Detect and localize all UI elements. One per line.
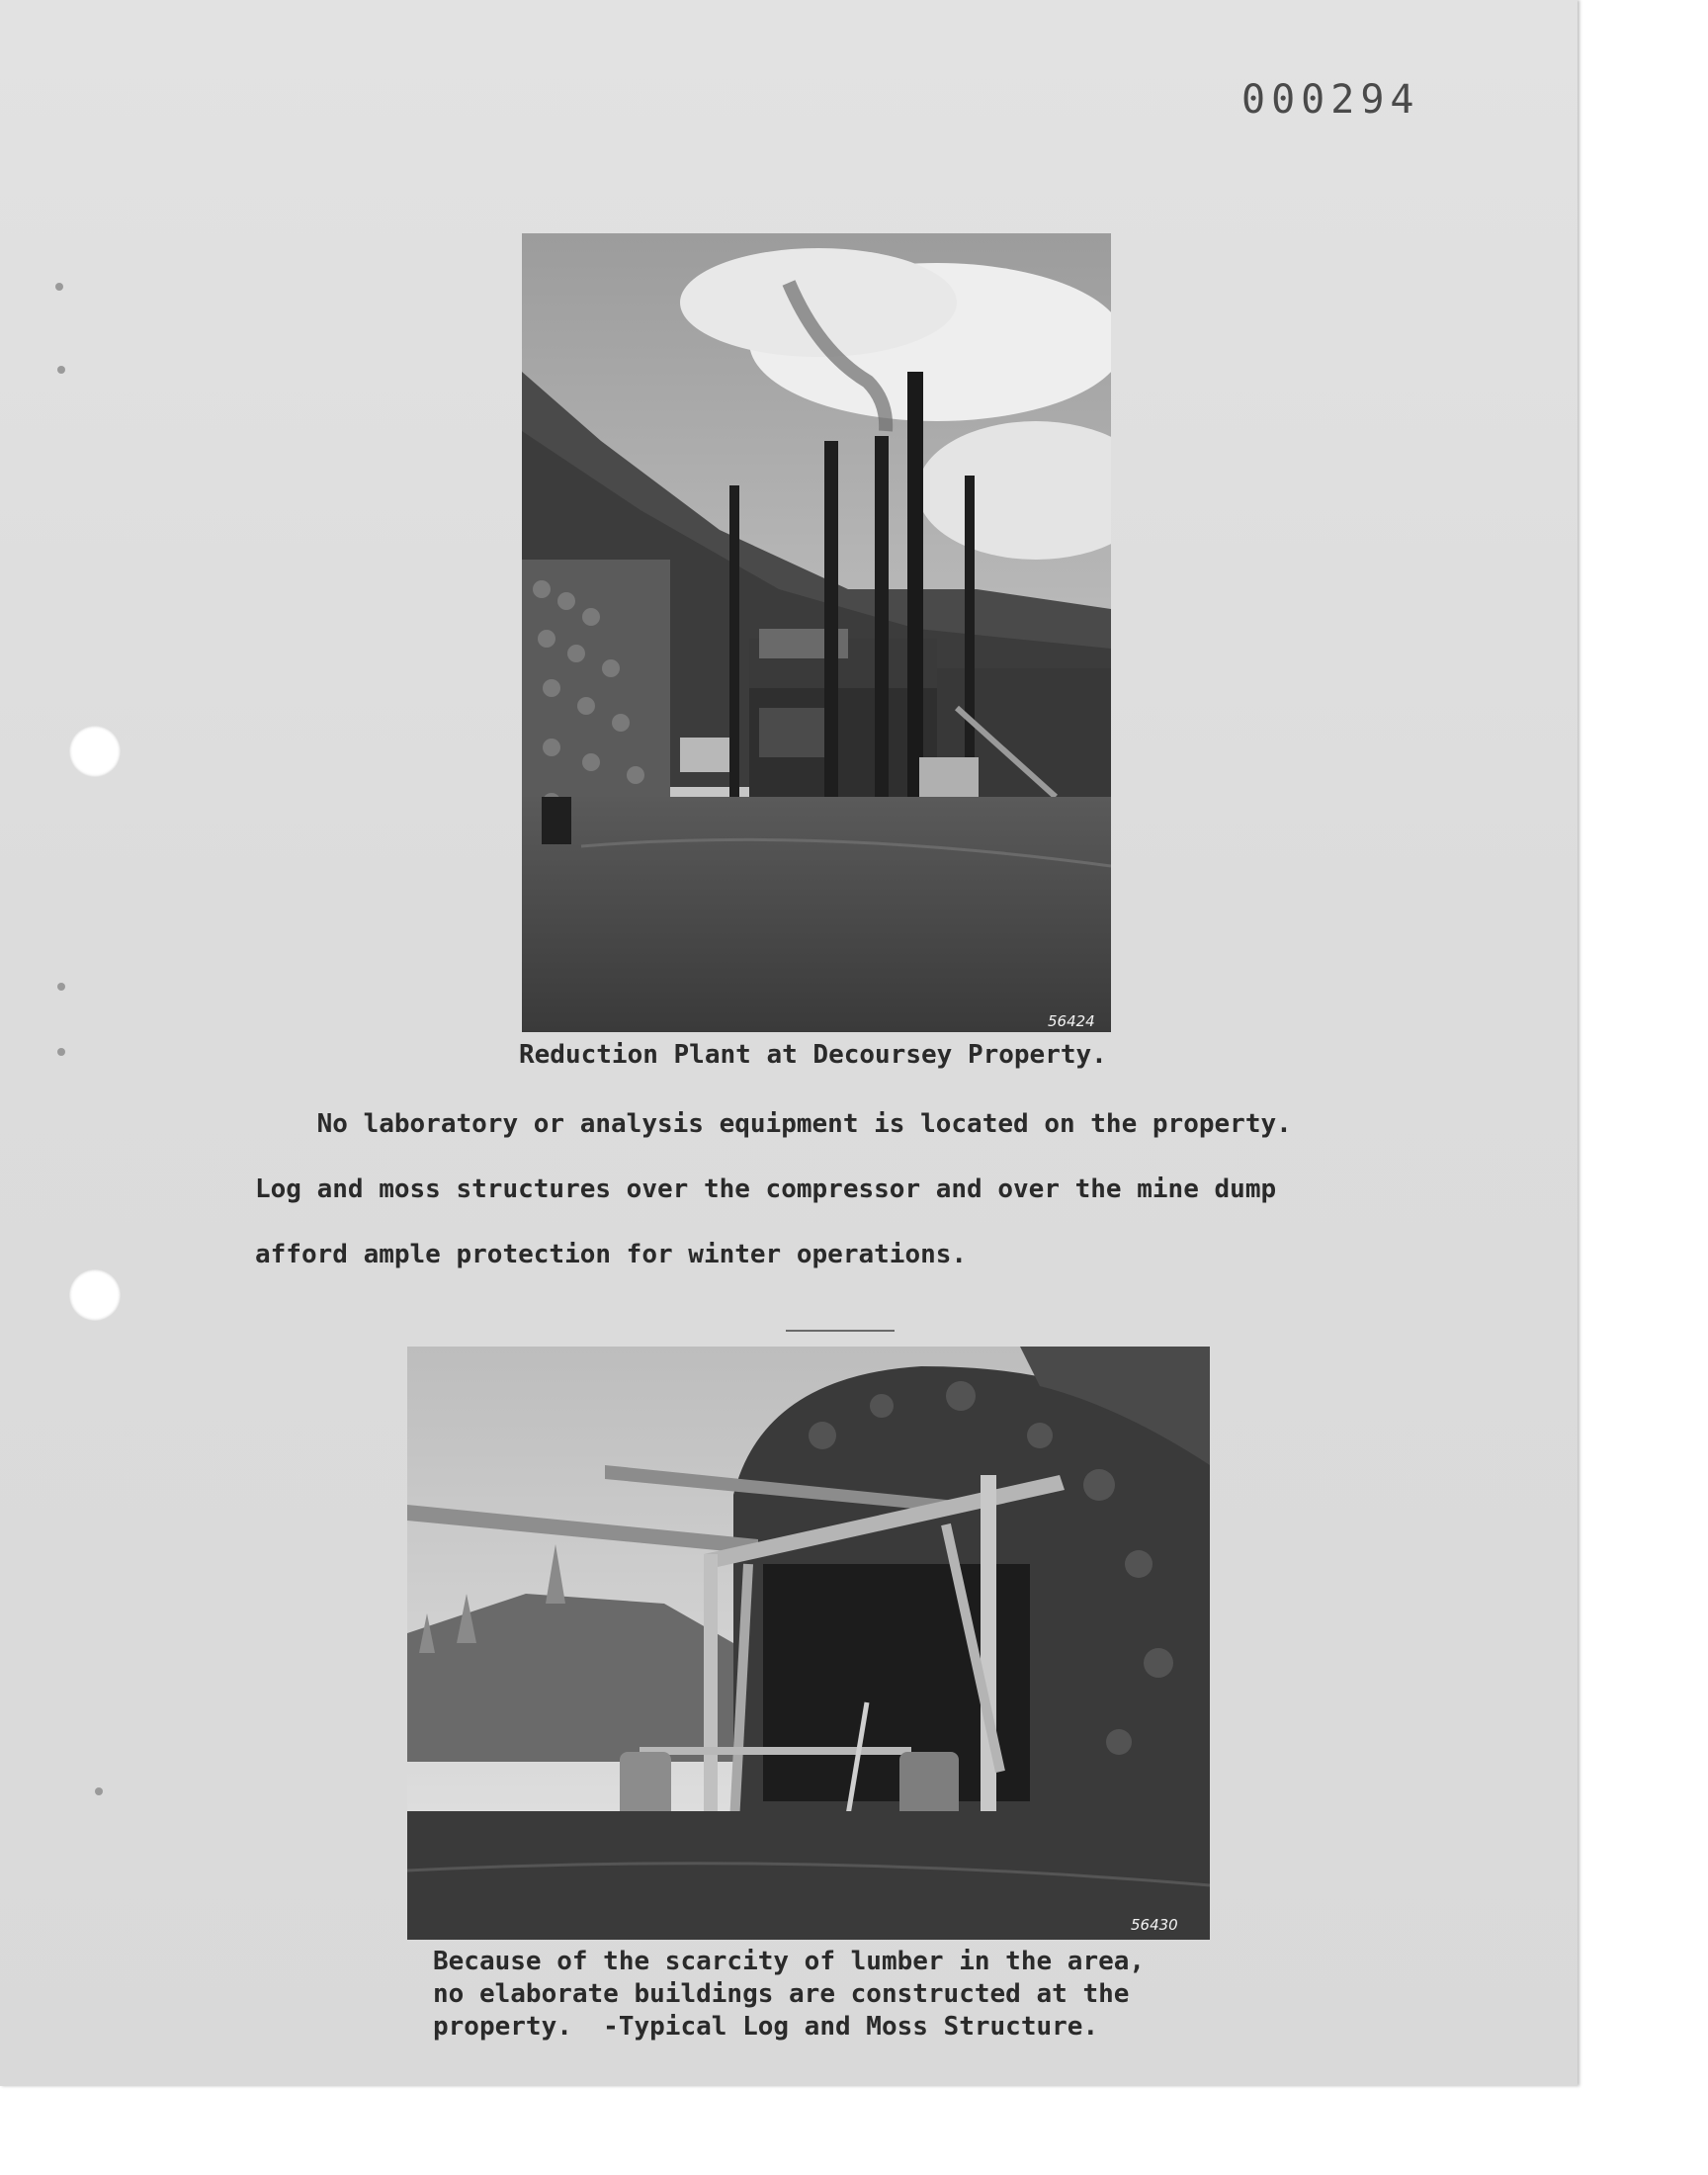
photo-caption-line-3: property. -Typical Log and Moss Structure.	[433, 2012, 1099, 2042]
margin-mark	[95, 1787, 103, 1795]
photo-caption-line-1: Because of the scarcity of lumber in the area,	[433, 1947, 1146, 1976]
photo-number-56430: 56430	[1131, 1916, 1178, 1934]
document-stamp-number: 000294	[1241, 77, 1420, 123]
photo-reduction-plant	[522, 233, 1111, 1032]
log-moss-structure-image	[407, 1347, 1210, 1940]
margin-mark	[55, 283, 63, 291]
margin-mark	[57, 366, 65, 374]
body-paragraph-line-3: afford ample protection for winter operations.	[255, 1240, 968, 1269]
photo-log-moss-structure	[407, 1347, 1210, 1940]
body-paragraph-line-1: No laboratory or analysis equipment is located on the property.	[255, 1109, 1292, 1139]
body-paragraph-line-2: Log and moss structures over the compressor and over the mine dump	[255, 1174, 1277, 1204]
photo-caption-reduction-plant: Reduction Plant at Decoursey Property.	[519, 1040, 1107, 1070]
binder-hole-upper	[69, 726, 121, 777]
photo-caption-line-2: no elaborate buildings are constructed at the	[433, 1979, 1130, 2009]
margin-mark	[57, 983, 65, 991]
margin-mark	[57, 1048, 65, 1056]
binder-hole-lower	[69, 1269, 121, 1321]
section-divider	[786, 1330, 895, 1332]
photo-number-56424: 56424	[1048, 1012, 1095, 1030]
reduction-plant-image	[522, 233, 1111, 1032]
